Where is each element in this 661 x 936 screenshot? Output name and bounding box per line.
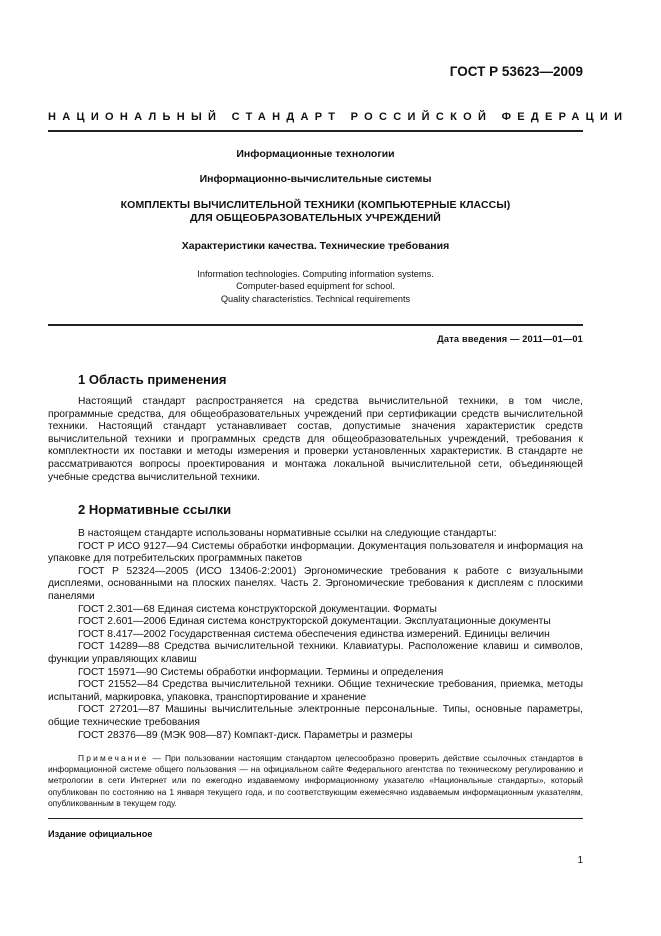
reference-item: ГОСТ 28376—89 (МЭК 908—87) Компакт-диск. Параметры и размеры [78, 729, 413, 741]
reference-item: ГОСТ Р ИСО 9127—94 Системы обработки информации. Документация пользователя и информация на упаковке для потребительских программных пакетов [48, 540, 583, 565]
national-standard-banner: НАЦИОНАЛЬНЫЙ СТАНДАРТ РОССИЙСКОЙ ФЕДЕРАЦИИ [48, 111, 629, 123]
subtitle: Характеристики качества. Технические требования [181, 240, 450, 252]
english-title-line: Computer-based equipment for school. [236, 281, 395, 292]
introduction-date: Дата введения — 2011—01—01 [437, 334, 583, 344]
title-line-2: Информационно-вычислительные системы [199, 173, 432, 185]
main-title-line-2: ДЛЯ ОБЩЕОБРАЗОВАТЕЛЬНЫХ УЧРЕЖДЕНИЙ [190, 212, 441, 224]
document-number: ГОСТ Р 53623—2009 [449, 64, 583, 79]
footer-divider [48, 818, 583, 819]
official-edition-label: Издание официальное [48, 829, 153, 839]
reference-item: ГОСТ 2.601—2006 Единая система конструкторской документации. Эксплуатационные документы [78, 616, 551, 628]
reference-item: ГОСТ 8.417—2002 Государственная система обеспечения единства измерений. Единицы величин [78, 628, 550, 640]
reference-item: ГОСТ 2.301—68 Единая система конструкторской документации. Форматы [78, 603, 437, 615]
english-title-line: Quality characteristics. Technical requirements [220, 293, 411, 304]
note-text: — При пользовании настоящим стандартом целесообразно проверить действие ссылочных стандартов в информационной системе общего пользования — на официальном сайте Федерального агентства по техническому регулированию и метрологии в сети Интернет или по ежегодно издаваемому информационному указателю «Национальные стандарты», который опубликован по состоянию на 1 января текущего года, и по соответствующим ежемесячно издаваемым информационным указателям, опубликованным в текущем году. [48, 753, 583, 808]
section-1-heading: 1 Область применения [78, 372, 227, 387]
title-line-1: Информационные технологии [236, 148, 395, 160]
english-title [48, 268, 583, 305]
main-title-line-1: КОМПЛЕКТЫ ВЫЧИСЛИТЕЛЬНОЙ ТЕХНИКИ (КОМПЬЮТЕРНЫЕ КЛАССЫ) [120, 199, 511, 211]
references-note [48, 753, 583, 809]
section-1-text: Настоящий стандарт распространяется на средства вычислительной техники, в том числе, программные средства, для общеобразовательных учреждений при сертификации средств вычислительной техники. Настоящий стандарт устанавливает состав, допустимые значения характеристик средств вычислительной техники и программных средств для общеобразовательных учреждений, требования к комплектности их поставки и методы измерения и проверки установленных характеристик. В стандарте не рассматриваются вопросы проектирования и монтажа локальной вычислительной сети, объединяющей учебные средства вычислительной техники. [48, 396, 583, 483]
reference-item: ГОСТ 15971—90 Системы обработки информации. Термины и определения [78, 666, 444, 678]
reference-item: ГОСТ 21552—84 Средства вычислительной техники. Общие технические требования, приемка, методы испытаний, маркировка, упаковка, транспортирование и хранение [48, 679, 583, 703]
reference-item: ГОСТ 27201—87 Машины вычислительные электронные персональные. Типы, основные параметры, общие технические требования [48, 704, 583, 728]
header-divider [48, 130, 583, 132]
section-2-heading: 2 Нормативные ссылки [78, 502, 232, 517]
english-title-line: Information technologies. Computing information systems. [197, 269, 434, 279]
main-title [48, 199, 583, 225]
reference-item: ГОСТ 14289—88 Средства вычислительной техники. Клавиатуры. Расположение клавиш и символов, функции управляющих клавиш [48, 641, 583, 665]
section-1-body [48, 396, 583, 484]
normative-references [48, 528, 583, 742]
reference-item: ГОСТ Р 52324—2005 (ИСО 13406-2:2001) Эргономические требования к работе с визуальными дисплеями, основанными на плоских панелях. Часть 2. Эргономические требования к дисплеям с плоскими панелями [48, 565, 583, 602]
title-divider [48, 324, 583, 326]
page-number: 1 [577, 855, 583, 866]
references-intro: В настоящем стандарте использованы нормативные ссылки на следующие стандарты: [78, 528, 497, 539]
note-label: Примечание [78, 753, 149, 763]
